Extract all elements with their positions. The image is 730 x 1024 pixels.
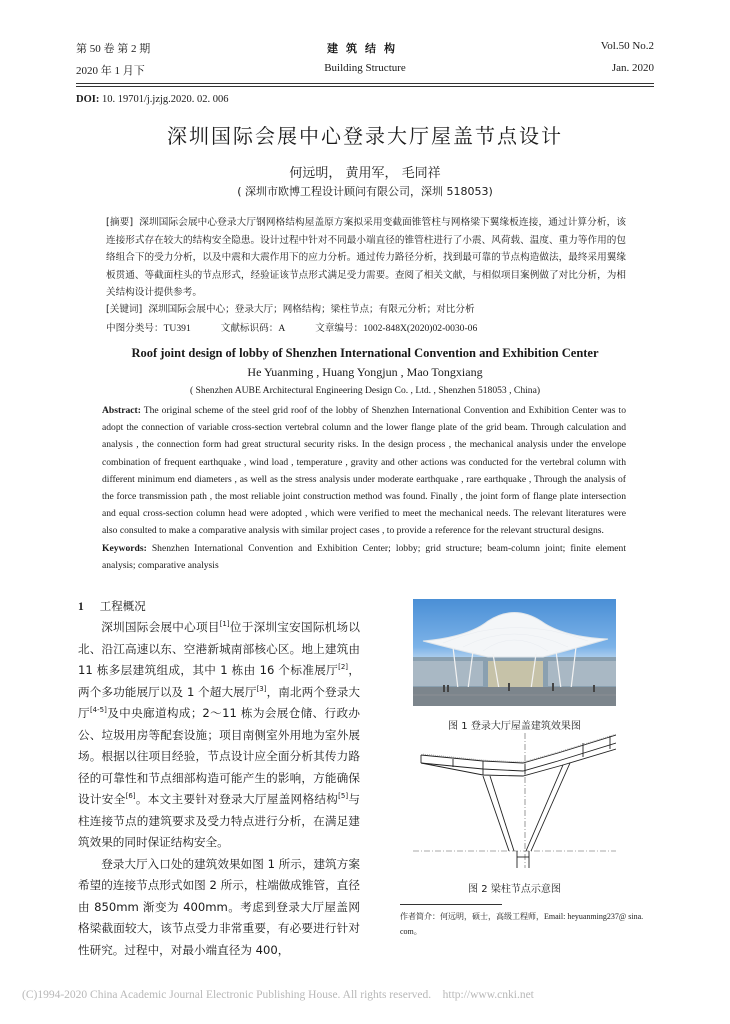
keywords-en-label: Keywords:	[102, 542, 147, 554]
section-number: 1	[78, 601, 84, 613]
journal-name-en: Building Structure	[324, 62, 406, 74]
header-rule	[76, 86, 654, 87]
abstract-en	[102, 402, 626, 574]
citation[interactable]: [5]	[338, 792, 349, 801]
document-code: 文献标识码：A	[220, 323, 286, 334]
classification-line	[106, 320, 477, 334]
running-header-line1	[76, 40, 654, 56]
keywords-cn	[106, 301, 626, 315]
citation[interactable]: [1]	[219, 620, 230, 629]
article-number: 文章编号：1002-848X(2020)02-0030-06	[315, 323, 478, 334]
authors-cn: 何远明， 黄用军， 毛同祥	[289, 166, 441, 181]
abstract-cn	[106, 214, 626, 302]
keywords-en-text: Shenzhen International Convention and Exhibition Center; lobby; grid structure; beam-column joint; finite element analysis; comparative analysis	[102, 542, 626, 571]
journal-name-cn: 建筑结构	[327, 42, 403, 55]
abstract-cn-label: [摘要]	[106, 217, 134, 228]
copyright-watermark: (C)1994-2020 China Academic Journal Electronic Publishing House. All rights reserved. http://www.cnki.net	[22, 989, 534, 1001]
figure2-caption: 图 2 梁柱节点示意图	[468, 884, 561, 895]
abstract-en-text: The original scheme of the steel grid roof of the lobby of Shenzhen International Convention and Exhibition Center was to adopt the connection of variable cross-section vertebral column and the lower flange plate of the grid beam. Through calculation and analysis , the connection form had great structural security risks. In the design process , the mechanical analysis under the envelope combination of frequent earthquake , wind load , temperature , gravity and other actions was conducted for the vertebral column with different minimum end diameters , as well as the stress analysis under moderate earthquake , rare earthquake , Through the analysis of the force transmission path , the most reliable joint construction method was found. Finally , the joint form of flange plate intersection and equal cross-section column head were adopted , which were verified to meet the mechanical needs. The relevant literatures were also consulted to make a comparative analysis with similar project cases , to provide a reference for the relevant structural designs.	[102, 405, 626, 537]
volume-issue-en: Vol.50 No.2	[600, 40, 655, 52]
citation[interactable]: [2]	[338, 663, 349, 672]
figure1-rendering-image	[413, 599, 616, 706]
footnote-text: 作者简介：何远明，硕士，高级工程师，	[400, 912, 544, 921]
abstract-cn-text: 深圳国际会展中心登录大厅钢网格结构屋盖原方案拟采用变截面锥管柱与网格梁下翼缘板连接，通过计算分析，该连接形式存在较大的结构安全隐患。设计过程中针对不同最小端直径的锥管柱进行了小震、风荷载、温度、重力等作用的包络组合下的受力分析，以及中震和大震作用下的应力分析。通过传力路径分析，找到最可靠的节点构造做法，最终采用翼缘板贯通、等截面柱头的节点形式，经验证该节点形式满足受力需要。查阅了相关文献，与相似项目案例做了对比分析，为相关结构设计提供参考。	[106, 217, 626, 299]
issue-date-cn: 2020 年 1 月下	[76, 65, 145, 77]
section-title: 工程概况	[99, 599, 146, 613]
running-header-line2	[76, 62, 654, 78]
footnote-rule	[400, 904, 502, 905]
paragraph: 深圳国际会展中心项目[1]位于深圳宝安国际机场以北、沿江高速以东、空港新城南部核心区。地上建筑由 11 栋多层建筑组成，其中 1 栋由 16 个标准展厅[2]，两个多功能展厅以及 1 个超大展厅[3]，南北两个登录大厅[4-5]及中央廊道构成；2～11 栋为会展仓储、行政办公、垃圾用房等配套设施；项目南侧室外用地为室外展场。根据以往项目经验，节点设计应全面分析其传力路径的可靠性和节点细部构造可能产生的影响，方能确保设计安全[6]。本文主要针对登录大厅屋盖网格结构[5]与柱连接节点的建筑要求及受力特点进行分析，在满足建筑效果的同时保证结构安全。	[78, 620, 360, 849]
keywords-cn-text: 深圳国际会展中心；登录大厅；网格结构；梁柱节点；有限元分析；对比分析	[148, 304, 475, 315]
issue-date-en: Jan. 2020	[611, 62, 655, 74]
author-email[interactable]: Email: heyuanming237@ sina. com。	[400, 912, 644, 936]
authors-en: He Yuanming , Huang Yongjun , Mao Tongxiang	[247, 365, 483, 379]
keywords-cn-label: [关键词]	[106, 304, 143, 315]
abstract-en-label: Abstract:	[102, 405, 141, 416]
paragraph: 登录大厅入口处的建筑效果如图 1 所示，建筑方案希望的连接节点形式如图 2 所示，柱端做成锥管，直径由 850mm 渐变为 400mm。考虑到登录大厅屋盖网格梁截面较大，该节点受力非常重要，有必要进行针对性研究。过程中，对最小端直径为 400，	[78, 856, 360, 957]
affiliation-cn: ( 深圳市欧博工程设计顾问有限公司，深圳 518053)	[237, 185, 493, 198]
volume-issue: 第 50 卷 第 2 期	[76, 43, 151, 55]
citation[interactable]: [6]	[125, 792, 136, 801]
paper-title-en: Roof joint design of lobby of Shenzhen International Convention and Exhibition Center	[131, 346, 599, 360]
doi-label: DOI:	[76, 94, 100, 105]
doi	[76, 94, 229, 105]
author-footnote	[400, 909, 660, 939]
paper-title-cn: 深圳国际会展中心登录大厅屋盖节点设计	[167, 124, 563, 148]
body-text-column	[78, 617, 360, 961]
section-heading	[78, 598, 146, 614]
doi-value[interactable]: 10. 19701/j.jzjg.2020. 02. 006	[99, 94, 229, 105]
affiliation-en: ( Shenzhen AUBE Architectural Engineering Design Co. , Ltd. , Shenzhen 518053 , China)	[189, 385, 541, 396]
figure1-caption: 图 1 登录大厅屋盖建筑效果图	[448, 721, 581, 732]
figure2-joint-diagram	[413, 733, 616, 873]
header-rule	[76, 83, 654, 84]
lobby-roof-rendering-icon	[413, 599, 616, 706]
citation[interactable]: [3]	[256, 684, 267, 693]
citation[interactable]: [4-5]	[89, 706, 107, 715]
clc-number: 中图分类号：TU391	[106, 323, 191, 334]
beam-column-joint-diagram-icon	[413, 733, 616, 873]
